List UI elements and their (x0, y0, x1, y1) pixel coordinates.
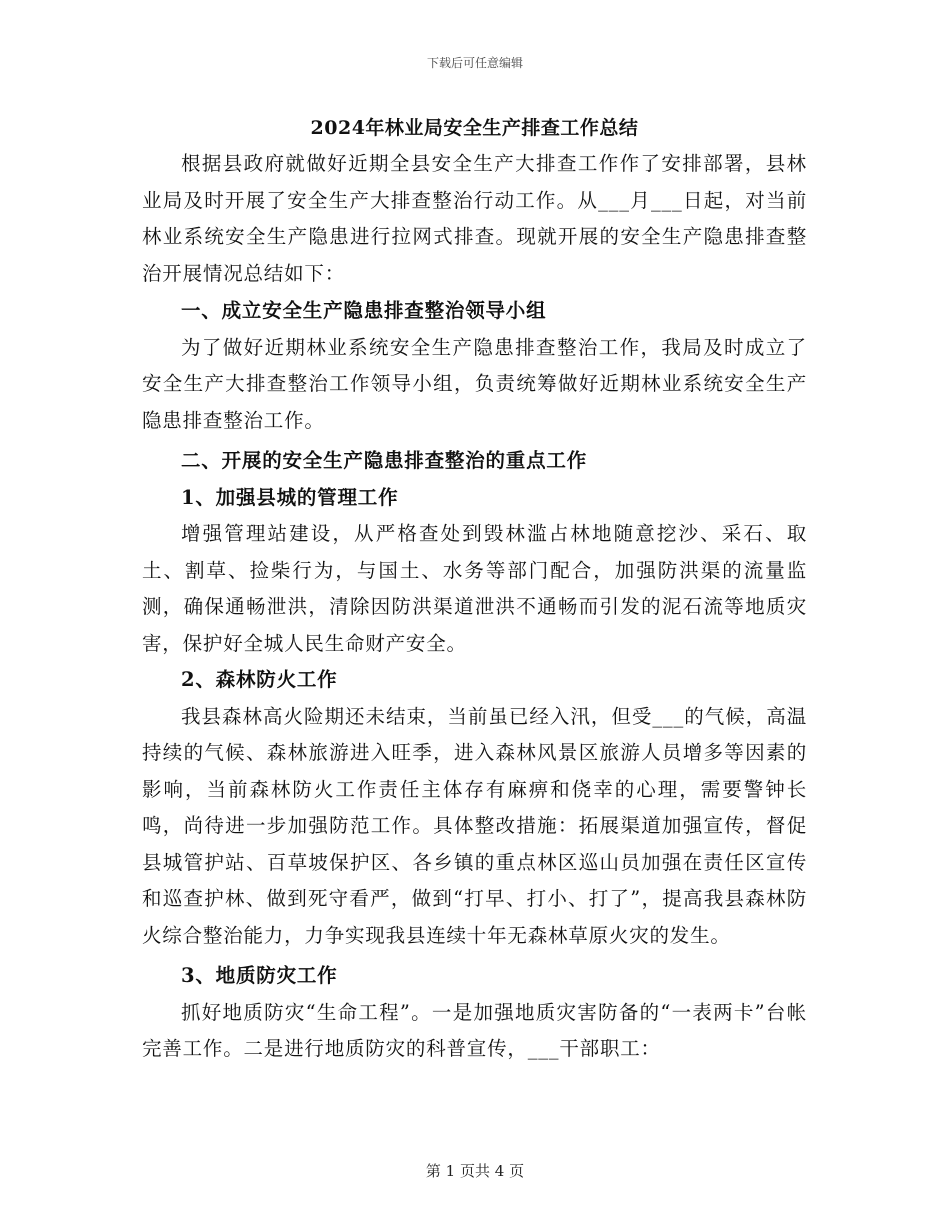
section-heading-1: 一、成立安全生产隐患排查整治领导小组 (181, 299, 547, 322)
paragraph-county-management: 增强管理站建设，从严格查处到毁林滥占林地随意挖沙、采石、取土、割草、捡柴行为，与国土、水务等部门配合，加强防洪渠的流量监测，确保通畅泄洪，清除因防洪渠道泄洪不通畅而引发的泥石流等地质灾害，保护好全城人民生命财产安全。 (142, 522, 807, 655)
page-footer: 第 1 页共 4 页 (425, 1162, 525, 1180)
document-body (142, 114, 807, 1068)
subsection-heading-3: 3、地质防灾工作 (181, 964, 338, 987)
subsection-heading-1: 1、加强县城的管理工作 (181, 485, 399, 509)
paragraph-intro: 根据县政府就做好近期全县安全生产大排查工作作了安排部署，县林业局及时开展了安全生产大排查整治行动工作。从___月___日起，对当前林业系统安全生产隐患进行拉网式排查。现就开展的安全生产隐患排查整治开展情况总结如下： (142, 152, 807, 285)
paragraph-leadership: 为了做好近期林业系统安全生产隐患排查整治工作，我局及时成立了安全生产大排查整治工作领导小组，负责统筹做好近期林业系统安全生产隐患排查整治工作。 (142, 335, 807, 432)
subsection-heading-2: 2、森林防火工作 (181, 668, 338, 691)
paragraph-geological-disaster: 抓好地质防灾“生命工程”。一是加强地质灾害防备的“一表两卡”台帐完善工作。二是进行地质防灾的科普宣传，___干部职工： (142, 1000, 807, 1060)
section-heading-2: 二、开展的安全生产隐患排查整治的重点工作 (181, 449, 588, 472)
header-note: 下载后可任意编辑 (426, 56, 523, 70)
paragraph-fire-prevention: 我县森林高火险期还未结束，当前虽已经入汛，但受___的气候，高温持续的气候、森林旅游进入旺季，进入森林风景区旅游人员增多等因素的影响，当前森林防火工作责任主体存有麻痹和侥幸的心理，需要警钟长鸣，尚待进一步加强防范工作。具体整改措施：拓展渠道加强宣传，督促县城管护站、百草坡保护区、各乡镇的重点林区巡山员加强在责任区宣传和巡查护林、做到死守看严，做到“打早、打小、打了”，提高我县森林防火综合整治能力，力争实现我县连续十年无森林草原火灾的发生。 (142, 704, 807, 947)
document-title: 2024年林业局安全生产排查工作总结 (310, 117, 639, 139)
